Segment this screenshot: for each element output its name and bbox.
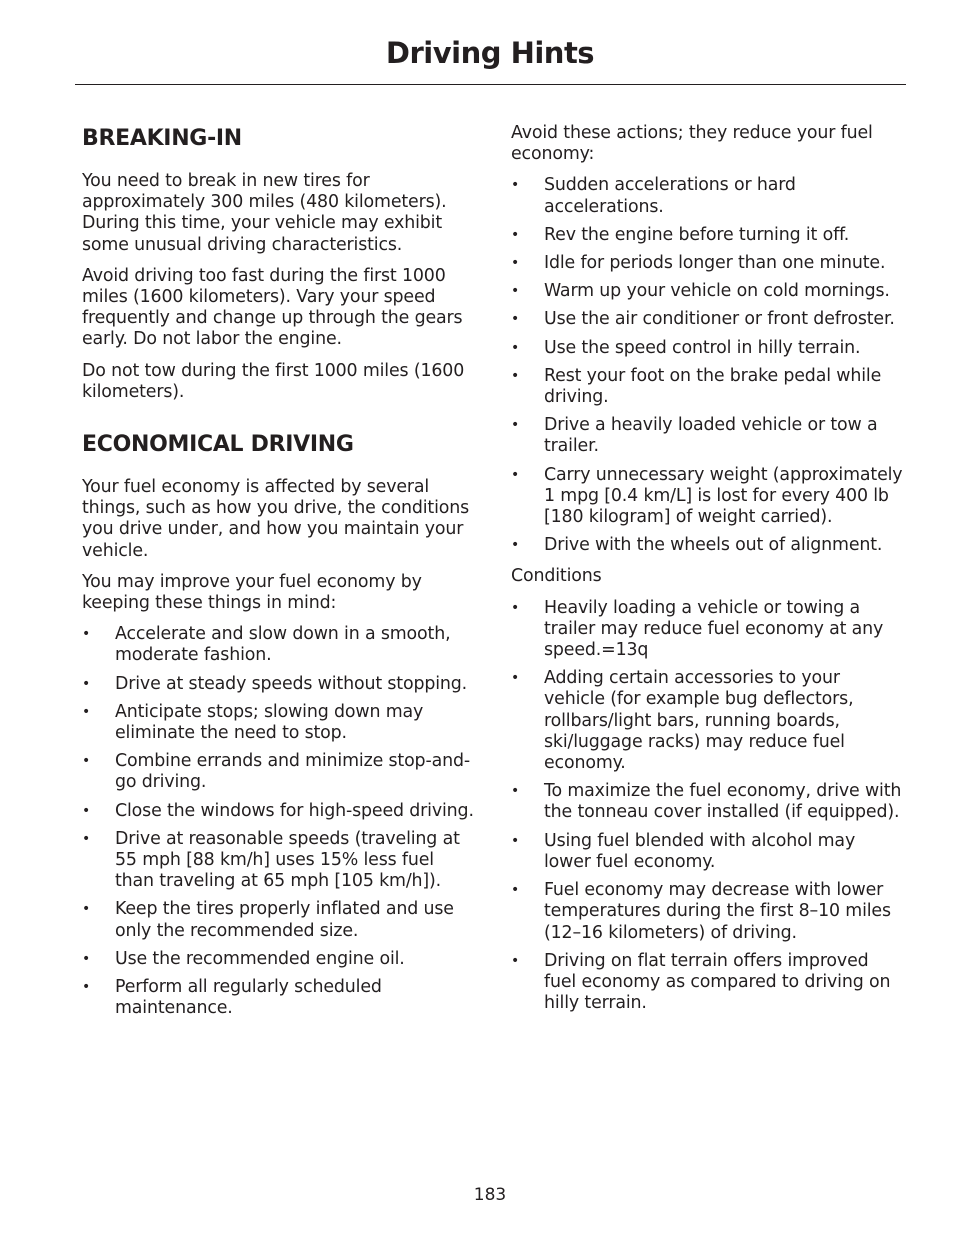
list-item-text: Using fuel blended with alcohol may lower fuel economy. <box>544 830 856 872</box>
bullet-icon: • <box>82 703 91 720</box>
list-item-text: Drive with the wheels out of alignment. <box>544 535 883 556</box>
bullet-icon: • <box>511 226 520 243</box>
title-divider <box>75 84 906 85</box>
list-item <box>511 465 903 529</box>
bullet-icon: • <box>511 311 520 328</box>
bullet-icon: • <box>511 367 520 384</box>
page-title: Driving Hints <box>385 36 595 70</box>
bullet-icon: • <box>511 832 520 849</box>
list-item <box>82 977 474 1019</box>
list-item <box>511 281 903 302</box>
list-item <box>511 880 903 944</box>
conditions-label: Conditions <box>511 566 602 587</box>
list-item-text: Sudden accelerations or hard accelerations. <box>544 175 796 217</box>
list-item <box>82 949 474 970</box>
bullet-icon: • <box>511 417 520 434</box>
list-item-text: Close the windows for high-speed driving. <box>115 800 474 821</box>
bullet-icon: • <box>511 882 520 899</box>
bullet-icon: • <box>511 177 520 194</box>
list-item-text: Perform all regularly scheduled maintenance. <box>115 977 382 1019</box>
list-item-text: Use the recommended engine oil. <box>115 948 405 969</box>
list-item <box>82 624 474 666</box>
list-item-text: Idle for periods longer than one minute. <box>544 253 886 274</box>
list-item <box>511 535 903 556</box>
bullet-icon: • <box>511 952 520 969</box>
bullet-icon: • <box>82 901 91 918</box>
list-item-text: Drive at steady speeds without stopping. <box>115 673 468 694</box>
bullet-icon: • <box>82 950 91 967</box>
list-item-text: Rev the engine before turning it off. <box>544 224 850 245</box>
bullet-icon: • <box>82 830 91 847</box>
economy-intro-paragraph: Your fuel economy is affected by several things, such as how you drive, the conditions you drive under, and how you maintain your vehicle. <box>82 477 470 561</box>
list-item <box>511 598 903 662</box>
page-number: 183 <box>473 1185 507 1205</box>
list-item <box>511 338 903 359</box>
list-item <box>82 674 474 695</box>
list-item-text: Combine errands and minimize stop-and-go driving. <box>115 751 470 793</box>
right-column <box>511 123 903 1024</box>
list-item <box>511 668 903 774</box>
list-item-text: Drive at reasonable speeds (traveling at 55 mph [88 km/h] uses 15% less fuel than traveling at 65 mph [105 km/h]). <box>115 828 460 892</box>
bullet-icon: • <box>511 466 520 483</box>
list-item <box>82 801 474 822</box>
bullet-icon: • <box>511 599 520 616</box>
avoid-intro-paragraph: Avoid these actions; they reduce your fuel economy: <box>511 123 873 165</box>
bullet-icon: • <box>82 753 91 770</box>
list-item-text: Heavily loading a vehicle or towing a trailer may reduce fuel economy at any speed.=13q <box>544 597 884 661</box>
bullet-icon: • <box>511 537 520 554</box>
improve-tips-list <box>82 624 474 1019</box>
left-column <box>82 122 474 1030</box>
list-item-text: To maximize the fuel economy, drive with the tonneau cover installed (if equipped). <box>544 781 902 823</box>
list-item-text: Accelerate and slow down in a smooth, moderate fashion. <box>115 624 451 666</box>
list-item <box>511 781 903 823</box>
breaking-in-paragraph: Do not tow during the first 1000 miles (1600 kilometers). <box>82 360 465 402</box>
conditions-list <box>511 598 903 1015</box>
list-item <box>511 309 903 330</box>
list-item-text: Fuel economy may decrease with lower temperatures during the first 8–10 miles (12–16 kilometers) of driving. <box>544 880 891 943</box>
list-item-text: Carry unnecessary weight (approximately 1 mpg [0.4 km/L] is lost for every 400 lb [180 kilogram] of weight carried). <box>544 464 903 528</box>
bullet-icon: • <box>511 783 520 800</box>
bullet-icon: • <box>82 802 91 819</box>
list-item <box>511 366 903 408</box>
list-item <box>82 751 474 793</box>
list-item-text: Drive a heavily loaded vehicle or tow a trailer. <box>544 415 878 457</box>
list-item <box>82 702 474 744</box>
list-item <box>82 899 474 941</box>
breaking-in-paragraph: Avoid driving too fast during the first 1000 miles (1600 kilometers). Vary your speed frequently and change up through the gears early. Do not labor the engine. <box>82 265 463 350</box>
bullet-icon: • <box>511 339 520 356</box>
list-item <box>511 831 903 873</box>
list-item-text: Driving on flat terrain offers improved fuel economy as compared to driving on hilly terrain. <box>544 950 891 1014</box>
improve-intro-paragraph: You may improve your fuel economy by keeping these things in mind: <box>82 571 422 614</box>
breaking-in-heading: BREAKING-IN <box>82 126 242 151</box>
list-item <box>511 225 903 246</box>
list-item-text: Use the speed control in hilly terrain. <box>544 337 861 358</box>
list-item-text: Anticipate stops; slowing down may eliminate the need to stop. <box>115 701 424 744</box>
list-item-text: Use the air conditioner or front defroster. <box>544 309 895 330</box>
bullet-icon: • <box>82 979 91 996</box>
list-item <box>511 253 903 274</box>
list-item-text: Warm up your vehicle on cold mornings. <box>544 281 890 302</box>
list-item-text: Adding certain accessories to your vehicle (for example bug deflectors, rollbars/light bars, running boards, ski/luggage racks) may reduce fuel economy. <box>544 668 854 774</box>
list-item <box>511 175 903 217</box>
list-item-text: Rest your foot on the brake pedal while driving. <box>544 365 882 408</box>
bullet-icon: • <box>511 283 520 300</box>
bullet-icon: • <box>82 626 91 643</box>
bullet-icon: • <box>511 670 520 687</box>
bullet-icon: • <box>82 675 91 692</box>
breaking-in-paragraph: You need to break in new tires for approximately 300 miles (480 kilometers). During this time, your vehicle may exhibit some unusual driving characteristics. <box>82 171 447 255</box>
list-item <box>511 951 903 1015</box>
avoid-actions-list <box>511 175 903 556</box>
list-item-text: Keep the tires properly inflated and use only the recommended size. <box>115 899 454 941</box>
list-item <box>82 829 474 893</box>
bullet-icon: • <box>511 255 520 272</box>
list-item <box>511 415 903 457</box>
economical-driving-heading: ECONOMICAL DRIVING <box>82 432 354 458</box>
